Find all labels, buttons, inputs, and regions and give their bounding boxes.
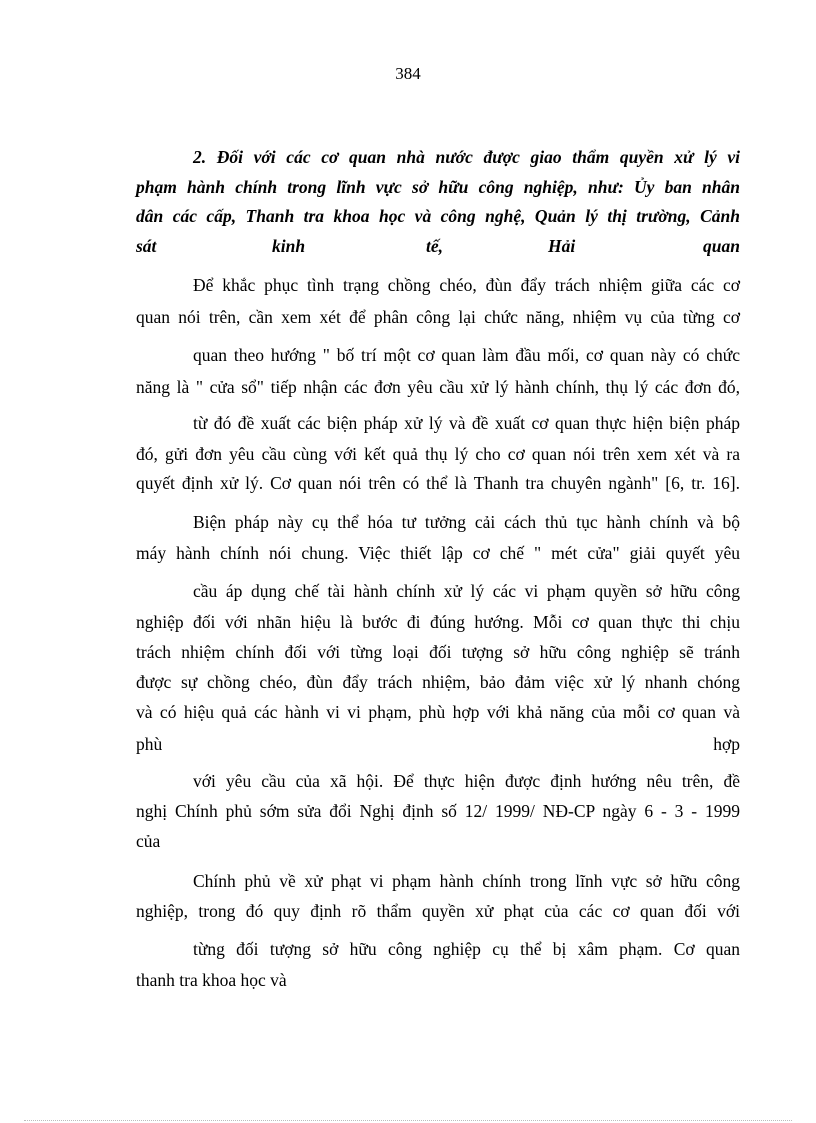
body-line: nghiệp, trong đó quy định rõ thẩm quyền xử phạt của các cơ quan đối với [136, 901, 740, 921]
body-line: được sự chồng chéo, đùn đẩy trách nhiệm, bảo đảm việc xử lý nhanh chóng [136, 672, 740, 692]
body-line: cầu áp dụng chế tài hành chính xử lý các vi phạm quyền sở hữu công [193, 581, 740, 601]
heading-line: phạm hành chính trong lĩnh vực sở hữu công nghiệp, như: Ủy ban nhân [136, 177, 740, 197]
page-number: 384 [395, 64, 421, 83]
body-line: quyết định xử lý. Cơ quan nói trên có thể là Thanh tra chuyên ngành" [6, tr. 16]. [136, 473, 740, 493]
page-bottom-rule [24, 1120, 792, 1121]
body-line: từng đối tượng sở hữu công nghiệp cụ thể bị xâm phạm. Cơ quan [193, 939, 740, 959]
body-line: quan theo hướng " bố trí một cơ quan làm đầu mối, cơ quan này có chức [193, 345, 740, 365]
body-line: với yêu cầu của xã hội. Để thực hiện được định hướng nêu trên, đề [193, 771, 740, 791]
body-word: phù [136, 734, 163, 754]
body-line: thanh tra khoa học và [136, 970, 287, 990]
body-word: hợp [713, 734, 740, 754]
body-line: nghị Chính phủ sớm sửa đổi Nghị định số 12/ 1999/ NĐ-CP ngày 6 - 3 - 1999 [136, 801, 740, 821]
heading-word: sát [136, 236, 157, 256]
body-line: quan nói trên, cần xem xét để phân công lại chức năng, nhiệm vụ của từng cơ [136, 307, 740, 327]
heading-word: quan [703, 236, 740, 256]
body-line: của [136, 831, 161, 851]
body-line: Biện pháp này cụ thể hóa tư tưởng cải cách thủ tục hành chính và bộ [193, 512, 740, 532]
body-line: máy hành chính nói chung. Việc thiết lập cơ chế " mét cửa" giải quyết yêu [136, 543, 740, 563]
body-line: năng là " cửa sổ" tiếp nhận các đơn yêu cầu xử lý hành chính, thụ lý các đơn đó, [136, 377, 740, 397]
heading-line: 2. Đối với các cơ quan nhà nước được giao thẩm quyền xử lý vi [193, 147, 740, 167]
body-line: nghiệp đối với nhãn hiệu là bước đi đúng hướng. Mỗi cơ quan thực thi chịu [136, 612, 740, 632]
body-line: và có hiệu quả các hành vi vi phạm, phù hợp với khả năng của mỗi cơ quan và [136, 702, 740, 722]
body-line: Chính phủ về xử phạt vi phạm hành chính trong lĩnh vực sở hữu công [193, 871, 740, 891]
body-line: đó, gửi đơn yêu cầu cùng với kết quả thụ lý cho cơ quan nói trên xem xét và ra [136, 444, 740, 464]
heading-word: kinh [272, 236, 306, 256]
body-line: từ đó đề xuất các biện pháp xử lý và đề xuất cơ quan thực hiện biện pháp [193, 413, 740, 433]
heading-word: tế, [426, 236, 444, 256]
body-line: trách nhiệm chính đối với từng loại đối tượng sở hữu công nghiệp sẽ tránh [136, 642, 740, 662]
heading-line: dân các cấp, Thanh tra khoa học và công nghệ, Quản lý thị trường, Cảnh [136, 206, 740, 226]
body-line: Để khắc phục tình trạng chồng chéo, đùn đẩy trách nhiệm giữa các cơ [193, 275, 740, 295]
heading-word: Hải [548, 236, 576, 256]
